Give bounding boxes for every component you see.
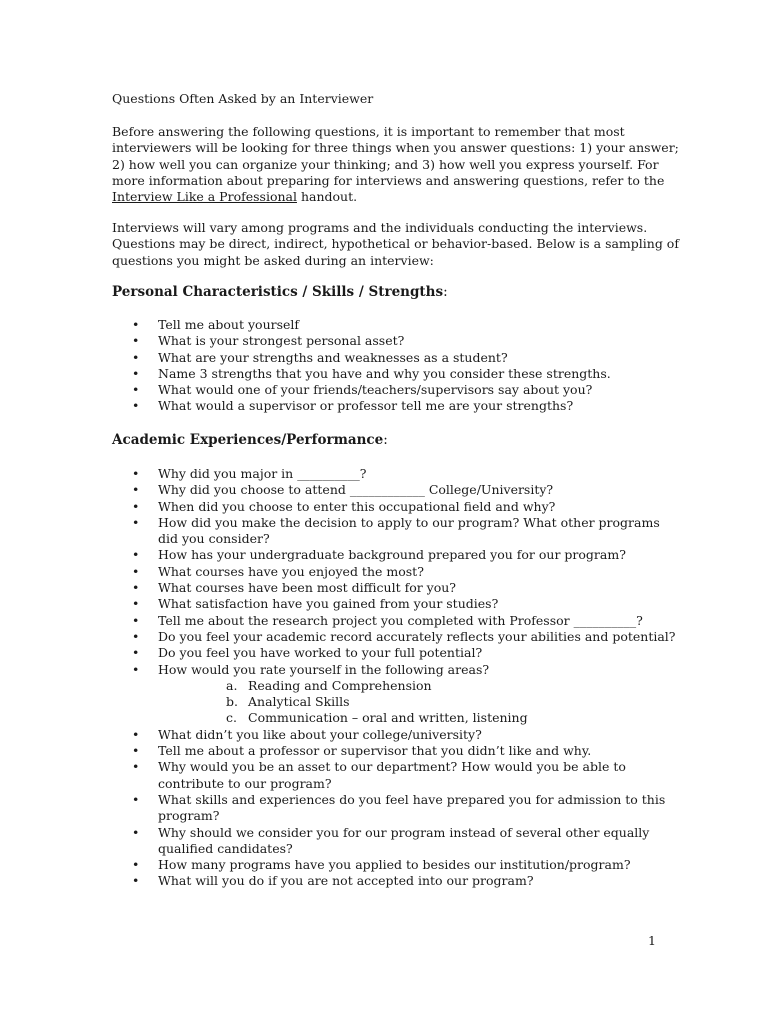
list-item [112, 792, 676, 825]
bullet-icon: • [132, 563, 140, 579]
list-item-text: What courses have been most difficult for you? [158, 580, 457, 596]
list-item [112, 727, 676, 743]
sub-list-text: Communication – oral and written, listening [248, 710, 528, 726]
bullet-icon: • [132, 547, 140, 563]
list-item [112, 743, 676, 759]
list-item-text-continued: program? [158, 808, 220, 824]
list-item [112, 564, 676, 580]
list-item [112, 317, 611, 333]
bullet-icon: • [132, 661, 140, 677]
list-item [112, 857, 676, 873]
list-item-text: What will you do if you are not accepted into our program? [158, 873, 534, 889]
list-item-text: When did you choose to enter this occupational field and why? [158, 498, 556, 514]
list-item [112, 645, 676, 661]
bullet-icon: • [132, 317, 140, 332]
list-item-text: How has your undergraduate background prepared you for our program? [158, 547, 626, 563]
list-item-text: What is your strongest personal asset? [158, 333, 405, 349]
heading-colon: : [443, 284, 448, 300]
page-number: 1 [648, 933, 656, 948]
list-item [112, 466, 676, 482]
list-item [112, 629, 676, 645]
list-item [112, 366, 611, 382]
bullet-icon: • [132, 596, 140, 612]
list-item-text: Do you feel you have worked to your full potential? [158, 645, 483, 661]
list-item-text: Why would you be an asset to our department? How would you be able to [158, 759, 626, 775]
list-item-text: Why did you major in __________? [158, 466, 367, 481]
bullet-icon: • [132, 482, 140, 498]
heading-colon: : [383, 432, 388, 448]
list-item-text: What are your strengths and weaknesses as a student? [158, 349, 508, 365]
list-item-text: Do you feel your academic record accurately reflects your abilities and potential? [158, 628, 676, 644]
list-item-text: How did you make the decision to apply to our program? What other programs [158, 514, 660, 530]
bullet-icon: • [132, 612, 140, 628]
intro-paragraph [112, 124, 679, 205]
list-item-text: Why should we consider you for our program instead of several other equally [158, 824, 650, 840]
bullet-icon: • [132, 398, 140, 414]
sub-list-text: Reading and Comprehension [248, 677, 432, 693]
list-item [112, 398, 611, 414]
list-item-text: Tell me about a professor or supervisor that you didn’t like and why. [158, 743, 592, 759]
bullet-icon: • [132, 873, 140, 889]
bullet-icon: • [132, 726, 140, 742]
section-heading-personal-text: Personal Characteristics / Skills / Strengths [112, 284, 444, 300]
list-item [112, 759, 676, 792]
bullet-icon: • [132, 824, 140, 840]
intro-line-3: 2) how well you can organize your thinking; and 3) how well you express yourself. For [112, 156, 659, 172]
second-line-3: questions you might be asked during an interview: [112, 252, 434, 268]
list-item-text: What didn’t you like about your college/university? [158, 726, 482, 742]
list-item [112, 515, 676, 548]
document-title: Questions Often Asked by an Interviewer [112, 91, 374, 106]
bullet-icon: • [132, 857, 140, 873]
bullet-icon: • [132, 514, 140, 530]
sub-list-marker: b. [226, 694, 238, 710]
academic-questions-list [112, 466, 676, 890]
intro-line-1: Before answering the following questions, it is important to remember that most [112, 124, 625, 139]
list-item-text: How many programs have you applied to besides our institution/program? [158, 857, 631, 873]
interview-handout-link: Interview Like a Professional [112, 189, 297, 205]
list-item-text: What would a supervisor or professor tell me are your strengths? [158, 398, 574, 414]
list-item-text: Why did you choose to attend ____________ College/University? [158, 482, 554, 498]
list-item-text: Tell me about the research project you completed with Professor __________? [158, 612, 643, 628]
bullet-icon: • [132, 365, 140, 381]
personal-questions-list [112, 317, 611, 415]
list-item [112, 596, 676, 612]
sub-list-item [158, 710, 676, 726]
section-heading-academic-text: Academic Experiences/Performance [112, 432, 384, 448]
list-item-text: How would you rate yourself in the following areas? [158, 661, 490, 677]
bullet-icon: • [132, 466, 140, 481]
bullet-icon: • [132, 349, 140, 365]
bullet-icon: • [132, 333, 140, 349]
bullet-icon: • [132, 645, 140, 661]
bullet-icon: • [132, 498, 140, 514]
list-item-text: What satisfaction have you gained from your studies? [158, 596, 499, 612]
intro-line-5-tail: handout. [296, 189, 358, 205]
section-heading-academic [112, 432, 388, 449]
list-item [112, 350, 611, 366]
list-item-text-continued: did you consider? [158, 531, 270, 547]
list-item [112, 825, 676, 858]
sub-list-text: Analytical Skills [248, 694, 350, 710]
list-item [112, 580, 676, 596]
bullet-icon: • [132, 743, 140, 759]
sub-list-item [158, 694, 676, 710]
second-paragraph [112, 220, 679, 269]
list-item [112, 333, 611, 349]
list-item-text: What skills and experiences do you feel have prepared you for admission to this [158, 791, 666, 807]
sub-list-marker: c. [226, 710, 237, 726]
intro-line-2: interviewers will be looking for three things when you answer questions: 1) your answer; [112, 140, 679, 156]
list-item-text: Name 3 strengths that you have and why you consider these strengths. [158, 365, 611, 381]
list-item [112, 547, 676, 563]
second-line-1: Interviews will vary among programs and the individuals conducting the interviews. [112, 220, 648, 235]
list-item-text: Tell me about yourself [158, 317, 300, 332]
bullet-icon: • [132, 791, 140, 807]
list-item [112, 662, 676, 727]
list-item [112, 382, 611, 398]
list-item-text-continued: qualified candidates? [158, 840, 293, 856]
sub-list-marker: a. [226, 677, 238, 693]
list-item [112, 499, 676, 515]
bullet-icon: • [132, 759, 140, 775]
list-item [112, 613, 676, 629]
intro-line-4: more information about preparing for interviews and answering questions, refer to the [112, 172, 665, 188]
intro-line-5 [112, 189, 662, 205]
sub-list-item [158, 678, 676, 694]
list-item-text-continued: contribute to our program? [158, 775, 332, 791]
list-item [112, 873, 676, 889]
bullet-icon: • [132, 628, 140, 644]
second-line-2: Questions may be direct, indirect, hypothetical or behavior-based. Below is a sampling of [112, 236, 679, 252]
bullet-icon: • [132, 580, 140, 596]
bullet-icon: • [132, 382, 140, 398]
section-heading-personal [112, 284, 448, 301]
list-item [112, 482, 676, 498]
rating-areas-sublist [158, 678, 676, 727]
list-item-text: What courses have you enjoyed the most? [158, 563, 424, 579]
list-item-text: What would one of your friends/teachers/supervisors say about you? [158, 382, 593, 398]
